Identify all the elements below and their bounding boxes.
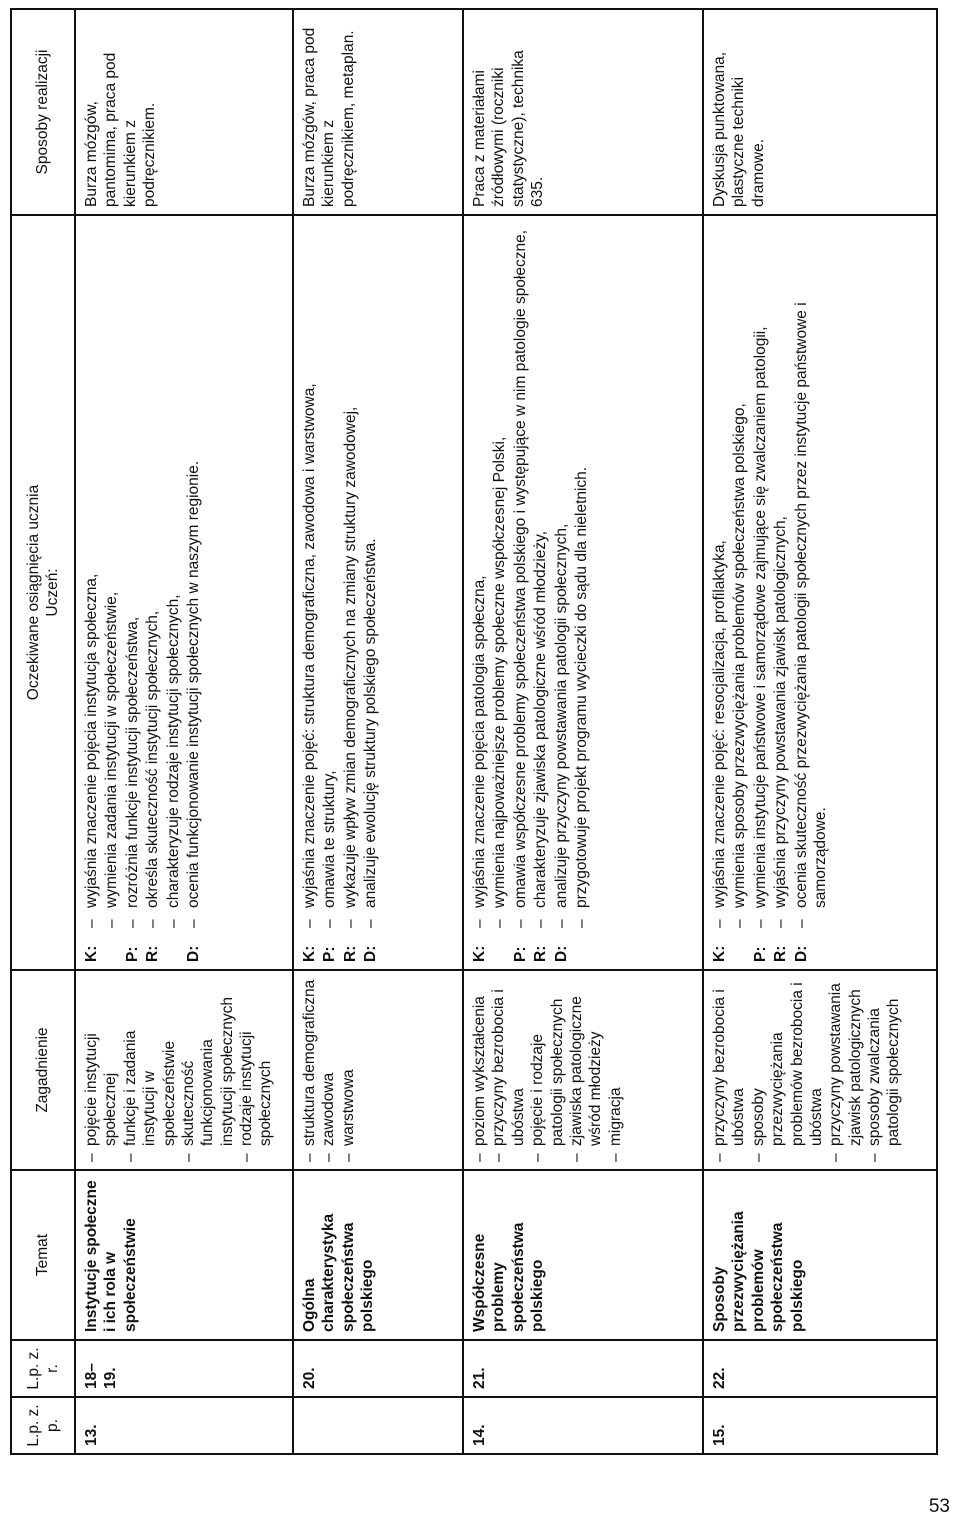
curriculum-table — [10, 8, 938, 1455]
zagadnienie-cell — [463, 970, 703, 1170]
zagadnienie-cell — [703, 970, 937, 1170]
osiagniecia-cell — [75, 215, 293, 970]
achievement-text: wyjaśnia znaczenie pojęć: resocjalizacja, profilaktyka, — [711, 540, 728, 908]
table-header-row — [11, 9, 75, 1454]
table-body — [75, 9, 937, 1454]
osiagniecia-cell — [293, 215, 463, 970]
dash-marker: – — [83, 919, 100, 928]
achievement-text: wykazuje wpływ zmian demograficznych na zmiany struktury zawodowej, — [341, 406, 359, 908]
list-item: – rodzaje instytucji społecznych — [237, 978, 276, 1162]
list-item: – skuteczność funkcjonowania instytucji społecznych — [179, 978, 237, 1162]
list-item: – migracja — [606, 978, 625, 1162]
level-label: R: — [772, 945, 790, 962]
header-sposoby: Sposoby realizacji — [11, 9, 75, 215]
achievement-text: omawia te struktury, — [321, 770, 339, 908]
lp-zr-cell: 22. — [703, 1340, 937, 1397]
dash-marker: – — [751, 919, 769, 928]
dash-marker: – — [103, 919, 121, 928]
osiagniecia-list — [710, 223, 830, 962]
temat-cell: Instytucje społeczne i ich rola w społeczeństwie — [75, 1170, 293, 1340]
temat-cell: Współczesne problemy społeczeństwa polskiego — [463, 1170, 703, 1340]
dash-marker: – — [471, 919, 488, 928]
sposoby-cell: Burza mózgów, pantomima, praca pod kierunkiem z podręcznikiem. — [75, 9, 293, 215]
level-label — [102, 928, 121, 962]
sposoby-cell: Dyskusja punktowana, plastyczne techniki dramowe. — [703, 9, 937, 215]
osiagniecia-cell — [463, 215, 703, 970]
header-oczekiwane — [11, 215, 75, 970]
achievement-text: ocenia skuteczność przezwyciężania patologii społecznych przez instytucje państwowe i samorządowe. — [792, 302, 829, 908]
list-item: – przyczyny bezrobocia i ubóstwa — [710, 978, 749, 1162]
dash-marker: – — [491, 919, 509, 928]
zagadnienie-cell — [293, 970, 463, 1170]
achievement-text: charakteryzuje zjawiska patologiczne wśród młodzieży, — [532, 530, 550, 908]
lp-zr-cell: 21. — [463, 1340, 703, 1397]
level-label: D: — [792, 945, 810, 962]
list-item: – pojęcie i rodzaje patologii społecznych — [528, 978, 567, 1162]
level-label: R: — [532, 945, 550, 962]
dash-marker: – — [552, 919, 570, 928]
lp-zr-cell: 20. — [293, 1340, 463, 1397]
list-item: – pojęcie instytucji społecznej — [82, 978, 121, 1162]
list-item: – struktura demograficzna — [300, 978, 319, 1162]
osiagniecia-list — [470, 223, 591, 962]
level-label: P: — [751, 946, 769, 962]
dash-marker: – — [362, 919, 380, 928]
list-item: – zawodowa — [319, 978, 338, 1162]
achievement-text: wyjaśnia przyczyny powstawania zjawisk patologicznych, — [772, 516, 790, 908]
osiagniecia-cell — [703, 215, 937, 970]
sposoby-cell: Burza mózgów, praca pod kierunkiem z podręcznikiem, metaplan. — [293, 9, 463, 215]
list-item: – sposoby przezwyciężania problemów bezrobocia i ubóstwa — [749, 978, 827, 1162]
zagadnienia-list — [470, 978, 625, 1162]
achievement-text: wymienia sposoby przezwyciężania problemów społeczeństwa polskiego, — [731, 403, 749, 908]
list-item: – sposoby zwalczania patologii społecznych — [865, 978, 904, 1162]
level-label — [164, 928, 183, 962]
header-lp-zr: L.p. z. r. — [11, 1340, 75, 1397]
page-number: 53 — [928, 1496, 950, 1517]
achievement-text: wymienia najpoważniejsze problemy społeczne współczesnej Polski, — [491, 436, 509, 908]
level-label: R: — [341, 945, 359, 962]
table-row — [703, 9, 937, 1454]
level-label: P: — [511, 946, 529, 962]
level-label: K: — [711, 945, 728, 962]
table-row — [293, 9, 463, 1454]
zagadnienia-list — [710, 978, 904, 1162]
header-uczen: Uczeń: — [44, 568, 61, 617]
zagadnienia-list — [82, 978, 276, 1162]
achievement-text: wyjaśnia znaczenie pojęcia patologia społeczna, — [471, 575, 488, 908]
achievement-text: przygotowuje projekt programu wycieczki do sądu dla nieletnich. — [572, 466, 590, 908]
achievement-text: wyjaśnia znaczenie pojęć: struktura demograficzna, zawodowa i warstwowa, — [301, 383, 318, 908]
level-label: K: — [301, 945, 318, 962]
list-item: – przyczyny bezrobocia i ubóstwa — [489, 978, 528, 1162]
dash-marker: – — [792, 919, 810, 928]
dash-marker: – — [772, 919, 790, 928]
level-label — [730, 928, 749, 962]
header-zagadnienie: Zagadnienie — [11, 970, 75, 1170]
level-label — [490, 928, 509, 962]
dash-marker: – — [184, 919, 202, 928]
zagadnienie-cell — [75, 970, 293, 1170]
osiagniecia-list — [300, 223, 381, 962]
dash-marker: – — [123, 919, 141, 928]
list-item: – poziom wykształcenia — [470, 978, 489, 1162]
level-label: R: — [144, 945, 162, 962]
zagadnienia-list — [300, 978, 358, 1162]
dash-marker: – — [341, 919, 359, 928]
osiagniecia-list — [82, 223, 203, 962]
dash-marker: – — [301, 919, 318, 928]
sposoby-cell: Praca z materiałami źródłowymi (roczniki statystyczne), technika 635. — [463, 9, 703, 215]
dash-marker: – — [164, 919, 182, 928]
dash-marker: – — [731, 919, 749, 928]
lp-zp-cell: 15. — [703, 1397, 937, 1454]
header-temat: Temat — [11, 1170, 75, 1340]
achievement-text: wymienia instytucje państwowe i samorządowe zajmujące się zwalczaniem patologii, — [751, 326, 769, 908]
temat-cell: Ogólna charakterystyka społeczeństwa polskiego — [293, 1170, 463, 1340]
achievement-text: analizuje ewolucję struktury polskiego społeczeństwa. — [362, 538, 380, 908]
rotated-page — [10, 10, 938, 1455]
lp-zp-cell: 13. — [75, 1397, 293, 1454]
list-item: – zjawiska patologiczne wśród młodzieży — [567, 978, 606, 1162]
achievement-text: analizuje przyczyny powstawania patologii społecznych, — [552, 523, 570, 908]
achievement-text: wyjaśnia znaczenie pojęcia instytucja społeczna, — [83, 573, 100, 908]
dash-marker: – — [711, 919, 728, 928]
level-label: D: — [362, 945, 380, 962]
dash-marker: – — [511, 919, 529, 928]
dash-marker: – — [321, 919, 339, 928]
achievement-text: omawia współczesne problemy społeczeństwa polskiego i występujące w nim patologie społeczne, — [511, 229, 529, 908]
dash-marker: – — [572, 919, 590, 928]
level-label: K: — [471, 945, 488, 962]
level-label: K: — [83, 945, 100, 962]
level-label: P: — [321, 946, 339, 962]
list-item: – przyczyny powstawania zjawisk patologicznych — [826, 978, 865, 1162]
lp-zp-cell — [293, 1397, 463, 1454]
dash-marker: – — [532, 919, 550, 928]
achievement-text: rozróżnia funkcje instytucji społeczeństwa, — [123, 616, 141, 908]
lp-zp-cell: 14. — [463, 1397, 703, 1454]
level-label: P: — [123, 946, 141, 962]
temat-cell: Sposoby przezwyciężania problemów społeczeństwa polskiego — [703, 1170, 937, 1340]
level-label: D: — [184, 945, 202, 962]
dash-marker: – — [144, 919, 162, 928]
achievement-text: określa skuteczność instytucji społecznych, — [144, 610, 162, 908]
level-label — [572, 928, 591, 962]
lp-zr-cell: 18–19. — [75, 1340, 293, 1397]
achievement-text: charakteryzuje rodzaje instytucji społecznych, — [164, 594, 182, 908]
header-oczekiwane-title: Oczekiwane osiągnięcia ucznia — [24, 484, 42, 701]
achievement-text: wymienia zadania instytucji w społeczeństwie, — [103, 591, 121, 908]
list-item: – funkcje i zadania instytucji w społeczeństwie — [121, 978, 179, 1162]
header-lp-zp: L.p. z. p. — [11, 1397, 75, 1454]
table-row — [463, 9, 703, 1454]
achievement-text: ocenia funkcjonowanie instytucji społecznych w naszym regionie. — [184, 460, 202, 908]
table-row — [75, 9, 293, 1454]
list-item: – warstwowa — [339, 978, 358, 1162]
level-label: D: — [552, 945, 570, 962]
